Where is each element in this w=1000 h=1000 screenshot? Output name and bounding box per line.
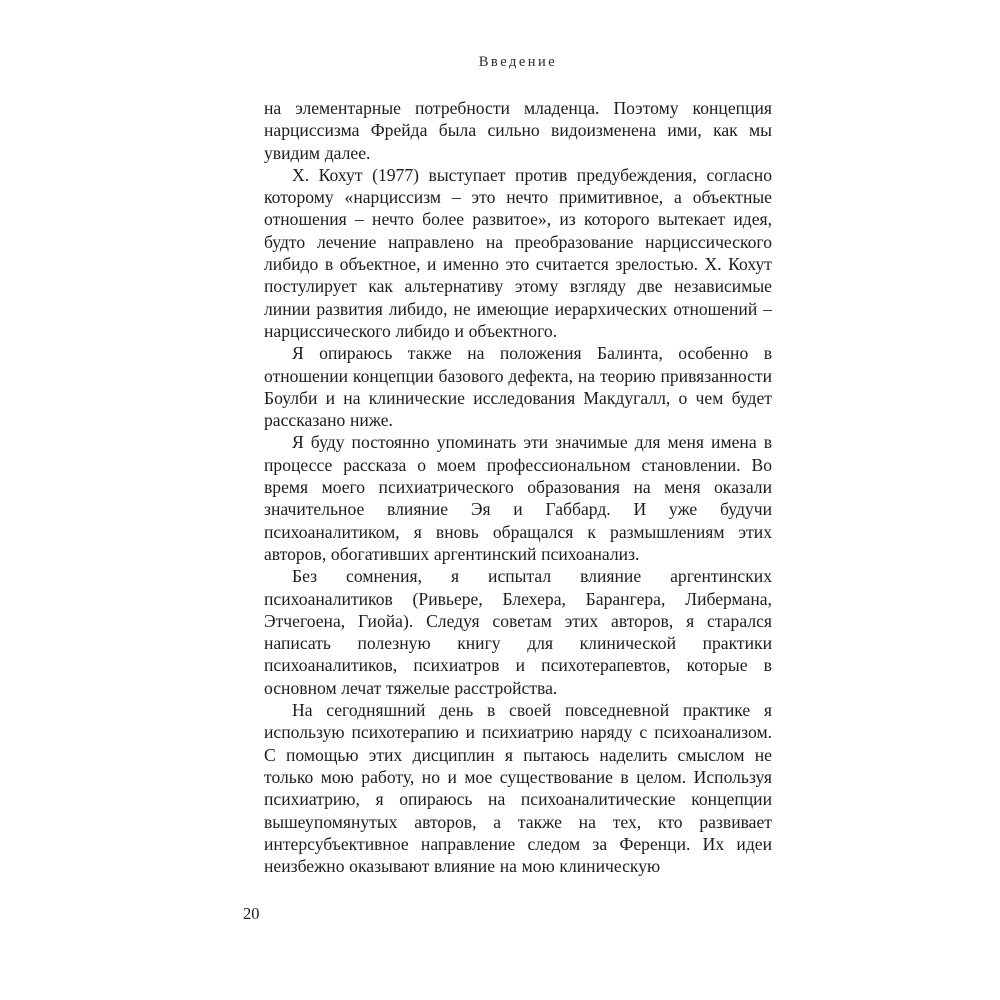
page-number: 20 — [243, 904, 260, 923]
paragraph: На сегодняшний день в своей повседневной практике я использую психотерапию и психиатрию наряду с психоанализом. С помощью этих дисциплин я пытаюсь наделить смыслом не только мою работу, но и мое существование в целом. Используя психиатрию, я опираюсь на психоаналитические концепции вышеупомянутых авторов, а также на тех, кто развивает интерсубъективное направление следом за Ференци. Их идеи неизбежно оказывают влияние на мою клиническую — [264, 700, 772, 877]
paragraph: Я буду постоянно упоминать эти значимые для меня имена в процессе рассказа о моем профессиональном становлении. Во время моего психиатрического образования на меня оказали значительное влияние Эя и Габбард. И уже будучи психоаналитиком, я вновь обращался к размышлениям этих авторов, обогативших аргентинский психоанализ. — [264, 432, 772, 564]
text-block — [264, 54, 772, 877]
paragraph: Я опираюсь также на положения Балинта, особенно в отношении концепции базового дефекта, на теорию привязанности Боулби и на клинические исследования Макдугалл, о чем будет рассказано ниже. — [264, 343, 772, 431]
running-header: Введение — [478, 54, 558, 70]
paragraph: Х. Кохут (1977) выступает против предубеждения, согласно которому «нарциссизм – это нечто примитивное, а объектные отношения – нечто более развитое», из которого вытекает идея, будто лечение направлено на преобразование нарциссического либидо в объектное, и именно это считается зрелостью. Х. Кохут постулирует как альтернативу этому взгляду две независимые линии развития либидо, не имеющие иерархических отношений – нарциссического либидо и объектного. — [264, 164, 772, 341]
body-text — [264, 97, 772, 877]
paragraph: Без сомнения, я испытал влияние аргентинских психоаналитиков (Ривьере, Блехера, Барангера, Либермана, Этчегоена, Гиойа). Следуя советам этих авторов, я старался написать полезную книгу для клинической практики психоаналитиков, психиатров и психотерапевтов, которые в основном лечат тяжелые расстройства. — [264, 566, 772, 698]
paragraph: на элементарные потребности младенца. Поэтому концепция нарциссизма Фрейда была сильно видоизменена ими, как мы увидим далее. — [264, 98, 772, 163]
